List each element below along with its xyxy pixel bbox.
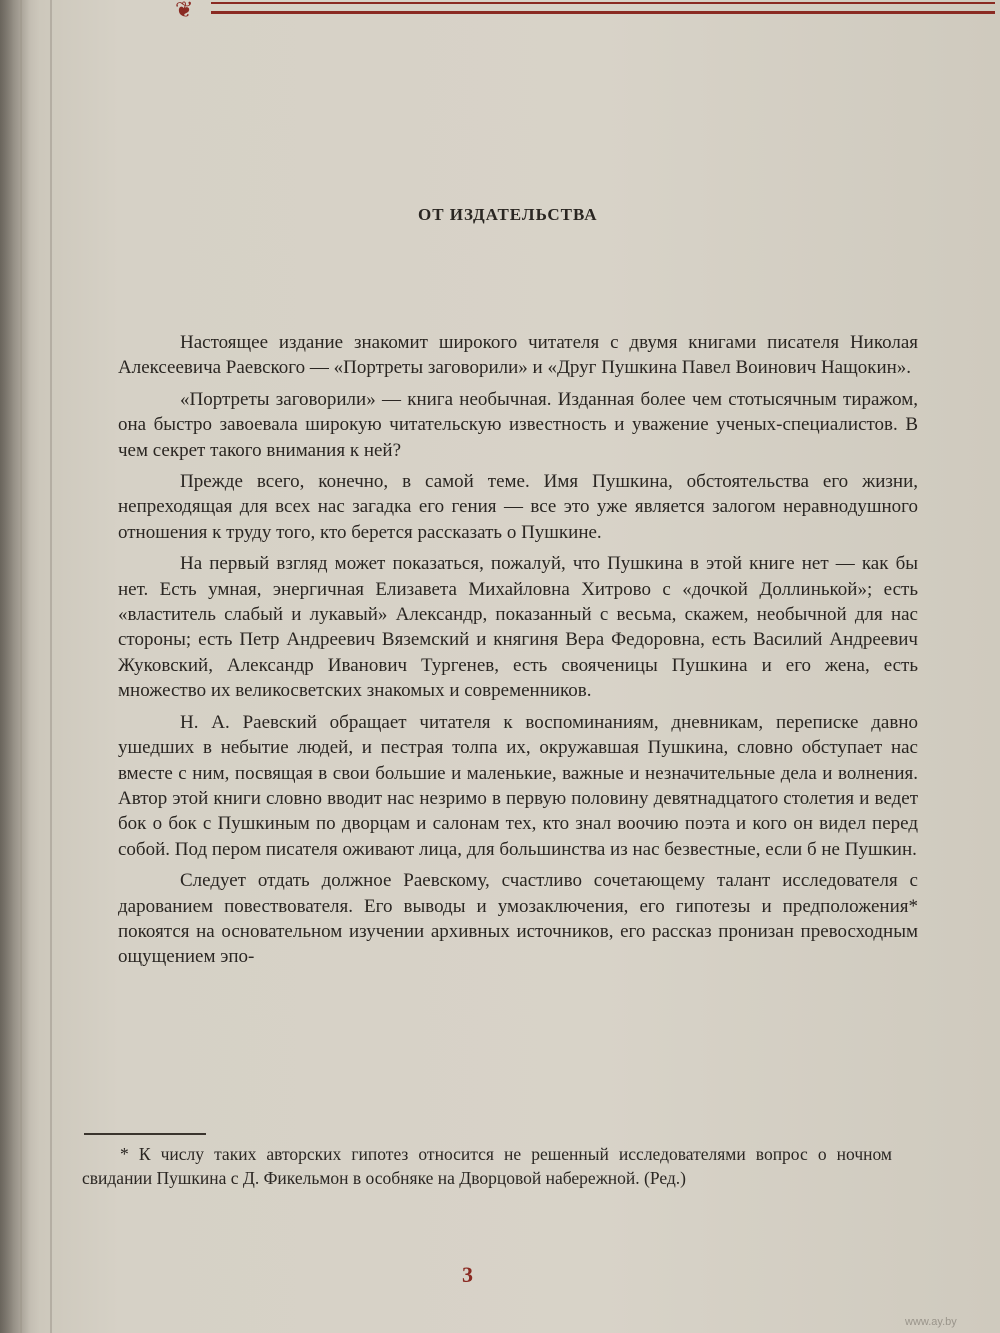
book-spine-shadow: [0, 0, 30, 1333]
ornament-flourish-icon: ❦: [175, 0, 194, 22]
paragraph: Прежде всего, конечно, в самой теме. Имя Пушкина, обстоятельства его жизни, непреходящая для всех нас загадка его гения — все это уже является залогом неравнодушного отношения к труду того, кто берется рассказать о Пушкине.: [118, 471, 918, 543]
watermark: www.ay.by: [905, 1316, 957, 1328]
paragraph: На первый взгляд может показаться, пожалуй, что Пушкина в этой книге нет — как бы нет. Есть умная, энергичная Елизавета Михайловна Хитрово с «дочкой Доллинькой»; есть «властитель слабый и лукавый» Александр, показанный с весьма, скажем, необычной для нас стороны; есть Петр Андреевич Вяземский и княгиня Вера Федоровна, есть Василий Андреевич Жуковский, Александр Иванович Тургенев, есть свояченицы Пушкина и его жена, есть множество их великосветских знакомых и современников.: [118, 553, 918, 702]
ornament-rule: [211, 2, 995, 14]
footnote-divider: [84, 1133, 206, 1135]
header-ornament: [175, 0, 995, 22]
paragraph: Настоящее издание знакомит широкого читателя с двумя книгами писателя Николая Алексеевича Раевского — «Портреты заговорили» и «Друг Пушкина Павел Воинович Нащокин».: [118, 332, 918, 379]
paragraph: «Портреты заговорили» — книга необычная. Изданная более чем стотысячным тиражом, она быстро завоевала широкую читательскую известность и уважение ученых-специалистов. В чем секрет такого внимания к ней?: [118, 388, 918, 461]
book-spine-crease: [20, 0, 22, 1333]
paragraph: Следует отдать должное Раевскому, счастливо сочетающему талант исследователя с дарованием повествователя. Его выводы и умозаключения, его гипотезы и предположения* покоятся на основательном изучении архивных источников, его рассказ пронизан превосходным ощущением эпо-: [118, 870, 918, 968]
footnote: [82, 1142, 892, 1190]
paragraph: Н. А. Раевский обращает читателя к воспоминаниям, дневникам, переписке давно ушедших в небытие людей, и пестрая толпа их, окружавшая Пушкина, словно обступает нас вместе с ним, посвящая в свои большие и маленькие, важные и незначительные дела и волнения. Автор этой книги словно вводит нас незримо в первую половину девятнадцатого столетия и ведет бок о бок с Пушкиным по дворцам и салонам тех, кто знал воочию поэта и кого он видел перед собой. Под пером писателя оживают лица, для большинства из нас безвестные, если б не Пушкин.: [118, 711, 918, 860]
body-text: [118, 330, 918, 976]
book-spine-crease: [50, 0, 52, 1333]
page-number: 3: [462, 1262, 473, 1287]
page-title: ОТ ИЗДАТЕЛЬСТВА: [418, 205, 598, 224]
footnote-text: * К числу таких авторских гипотез относится не решенный исследователями вопрос о ночном свидании Пушкина с Д. Фикельмон в особняке на Дворцовой набережной. (Ред.): [82, 1144, 892, 1188]
